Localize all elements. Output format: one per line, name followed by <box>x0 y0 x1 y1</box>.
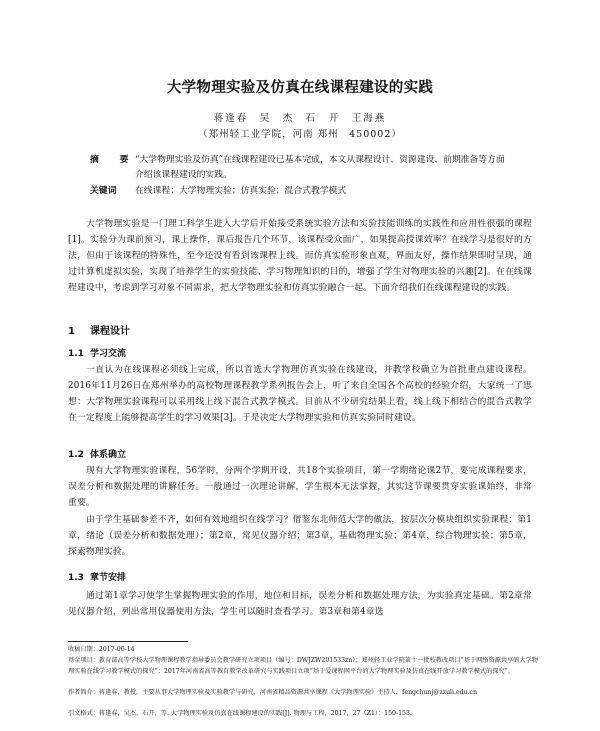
keywords <box>90 184 510 200</box>
section-number: 1.1 <box>68 349 84 359</box>
section-1-3-paragraph: 通过第1章学习使学生掌握物理实验的作用，地位和目标，误差分析和数据处理方法，为实验真定基础。第2章常见仪器介绍，列出常用仪器使用方法，学生可以随时查看学习。第3章和第4章选 <box>68 591 532 617</box>
section-number: 1 <box>68 326 75 337</box>
footnote-author: 作者简介：蒋逢春，教授，主要从事大学物理实验及实验教学与研究，河南省精品资源共享课程《大学物理实验》主持人，fengchunj@zzuli.edu.cn <box>68 689 478 696</box>
abstract <box>90 153 510 185</box>
footnote-received: 收稿日期：2017-06-14 <box>68 646 135 653</box>
section-1-2-paragraph-2: 由于学生基础参差不齐，如何有效地组织在线学习？借鉴东北师范大学的做法，按层次分模块组织实验课程：第1章，绪论（误差分析和数据处理）；第2章，常见仪器介绍；第3章，基础物理实验；第4章，综合物理实验；第5章，探索物理实验。 <box>68 515 532 557</box>
section-number: 1.3 <box>68 573 84 583</box>
paper-title: 大学物理实验及仿真在线课程建设的实践 <box>166 80 434 96</box>
section-number: 1.2 <box>68 450 84 460</box>
affiliation: （郑州轻工业学院，河南 郑州 450002） <box>198 129 402 140</box>
footnote-divider <box>68 641 188 642</box>
section-title: 课程设计 <box>90 326 130 337</box>
section-heading-1-3 <box>68 570 126 583</box>
section-title: 体系确立 <box>90 450 127 460</box>
section-title: 学习交流 <box>90 349 127 359</box>
keywords-text: 在线课程；大学物理实验；仿真实验；混合式教学模式 <box>135 186 347 196</box>
abstract-label: 摘 要 <box>90 155 135 165</box>
footnote-fund: 基金项目：教育部高等学校大学物理课程教学指导委员会教学研究立项项目（编号：DWJZW201533zn）；郑州轻工业学院第十一批校教改项目“基于网络资源共享的大学物理实验在线学习教学模式的探究”；2017年河南省高等教育教学改革研究与实践项目立项“基于爱课程网平台的大学物理实验及仿真在线开放学习教学模式的探究”。 <box>68 657 538 675</box>
intro-paragraph: 大学物理实验是一门理工科学生进入大学后开始接受系统实验方法和实验技能训练的实践性和应用性很强的课程[1]。实验分为课前预习，课上操作，课后报告几个环节，该课程受众面广，如果提高授课效率？在线学习是很好的方法，但由于该课程的特殊性，至今还没有看到该课程上线。而仿真实验形象直观，界面友好，操作结果即时呈现，通过计算机虚拟实验，实现了培养学生的实验技能、学习物理知识的目的，增强了学生对物理实验的兴趣[2]。在在线课程建设中，考虑到学习对象不同需求，把大学物理实验和仿真实验融合一起。下面介绍我们在线课程建设的实践。 <box>68 219 532 293</box>
footnote-citation: 引文格式：蒋逢春，吴杰，石开，等. 大学物理实验及仿真在线课程建设的实践[J]. 物理与工程，2017，27（Z1）：150-153. <box>68 710 412 717</box>
section-heading-1-1 <box>68 346 126 359</box>
section-1-1-paragraph: 一直认为在线课程必须线上完成，所以首选大学物理仿真实验在线建设，并教学校确立为首批重点建设课程。2016年11月26日在郑州举办的高校物理课程教学系列报告会上，听了来自全国各个高校的经验介绍，大家统一了思想：大学物理实验课程可以采用线上线下混合式教学模式。目前从不少研究结果上看，线上线下相结合的混合式教学在一定程度上能够提高学生的学习效果[3]。于是决定大学物理实验和仿真实验同时建设。 <box>68 365 532 423</box>
keywords-label: 关键词 <box>90 186 117 196</box>
abstract-text: “大学物理实验及仿真”在线课程建设已基本完成，本文从课程设计、资源建设、前期准备等方面介绍该课程建设的实践。 <box>135 155 505 180</box>
section-heading-1-2 <box>68 447 126 460</box>
section-title: 章节安排 <box>90 573 127 583</box>
section-heading-1 <box>68 322 130 337</box>
author-list: 蒋逢春 吴 杰 石 开 王海燕 <box>213 113 387 124</box>
section-1-2-paragraph-1: 现有大学物理实验课程，56学时，分两个学期开设，共18个实验项目，第一学期绪论课2节，要完成课程要求，误差分析和数据处理的讲解任务。一般通过一次理论讲解，学生根本无法掌握，其实这节课要贯穿实验课始终，非常重要。 <box>68 466 532 508</box>
